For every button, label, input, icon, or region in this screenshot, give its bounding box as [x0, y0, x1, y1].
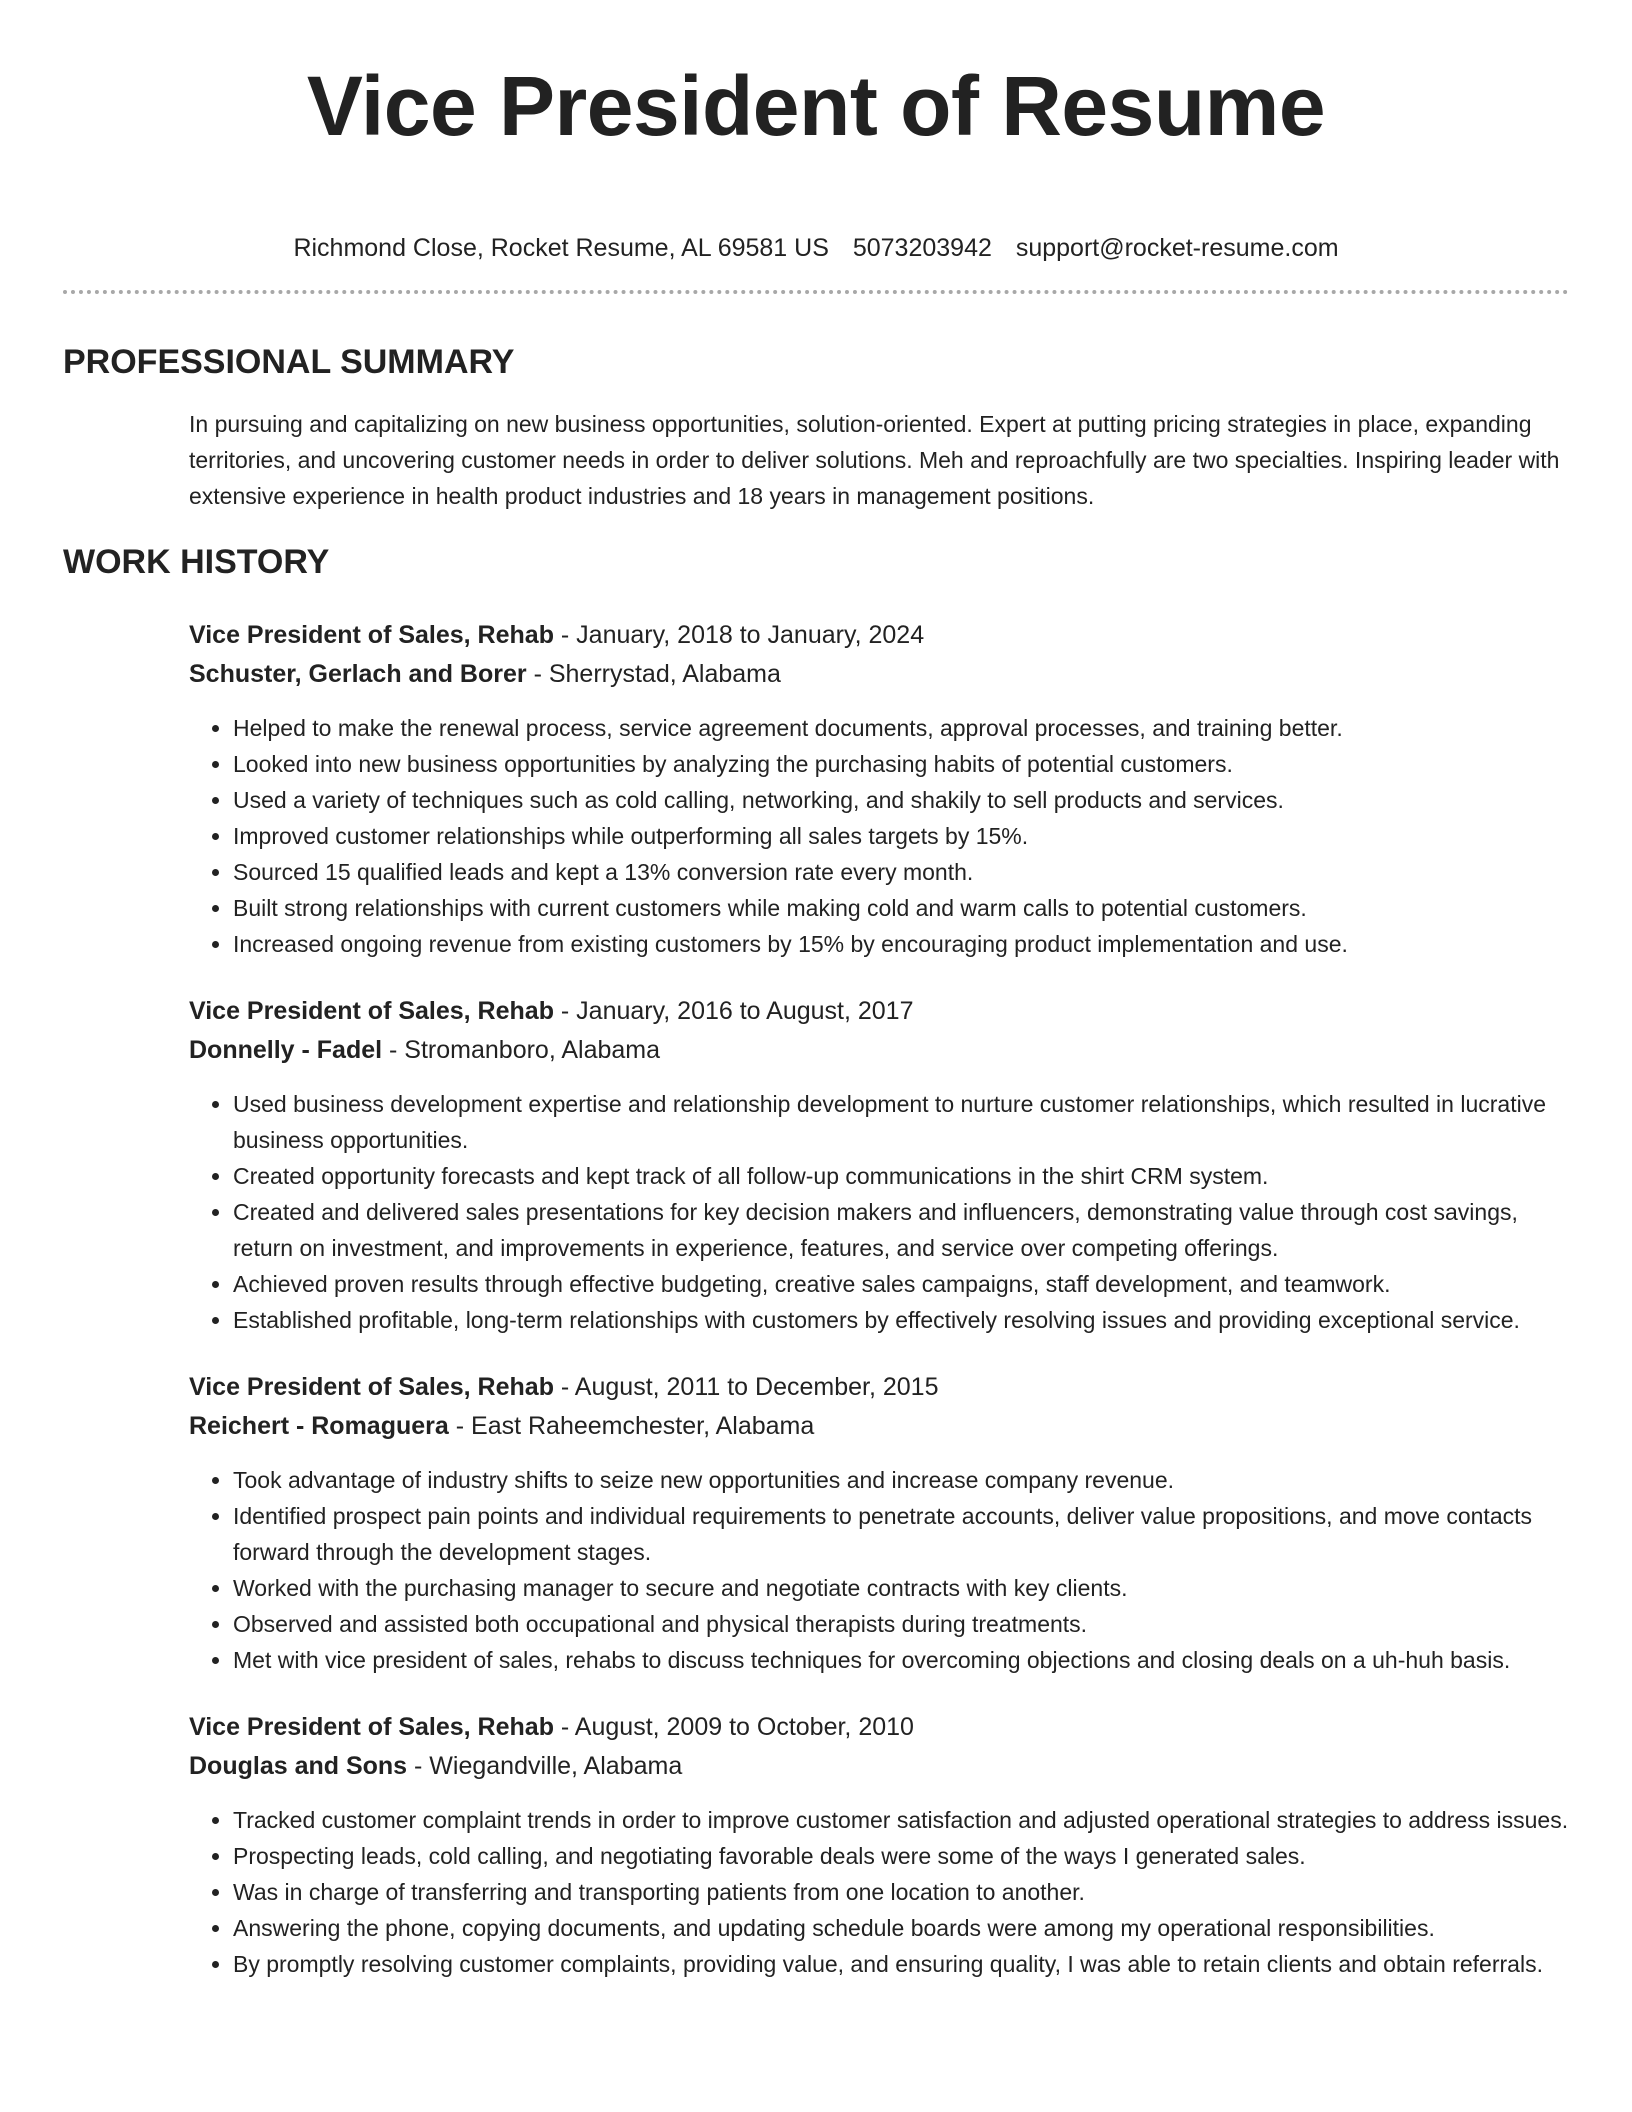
contact-line [63, 232, 1569, 264]
job-company: Douglas and Sons [189, 1752, 408, 1780]
job-position: Vice President of Sales, Rehab [189, 997, 554, 1025]
job-dates: - August, 2009 to October, 2010 [553, 1713, 914, 1741]
job-bullet: • Worked with the purchasing manager to secure and negotiate contracts with key clients. [233, 1570, 1569, 1606]
job-bullet: • Met with vice president of sales, rehabs to discuss techniques for overcoming objections and closing deals on a uh-huh basis. [233, 1642, 1569, 1678]
professional-summary-text: In pursuing and capitalizing on new business opportunities, solution-oriented. Expert at putting pricing strategies in place, expanding territories, and uncovering customer needs in order to deliver solutions. Meh and reproachfully are two specialties. Inspiring leader with extensive experience in health product industries and 18 years in management positions. [189, 411, 1560, 509]
job-bullet: • Tracked customer complaint trends in order to improve customer satisfaction and adjusted operational strategies to address issues. [233, 1802, 1569, 1838]
work-history-heading: WORK HISTORY [63, 543, 330, 581]
job-title-line [189, 1708, 1569, 1747]
job-title-line [189, 1368, 1569, 1407]
job-bullet-list [189, 710, 1569, 962]
job-position: Vice President of Sales, Rehab [189, 1713, 554, 1741]
job-location: - Stromanboro, Alabama [382, 1036, 661, 1064]
job-entry [189, 1368, 1569, 1678]
job-bullet: • Increased ongoing revenue from existing customers by 15% by encouraging product implementation and use. [233, 926, 1569, 962]
job-bullet: • Created opportunity forecasts and kept track of all follow-up communications in the shirt CRM system. [233, 1158, 1569, 1194]
job-bullet: • Observed and assisted both occupational and physical therapists during treatments. [233, 1606, 1569, 1642]
job-bullet-list [189, 1086, 1569, 1338]
job-company-line [189, 1407, 1569, 1446]
job-entry [189, 992, 1569, 1338]
job-title-line [189, 616, 1569, 655]
job-bullet: • Established profitable, long-term relationships with customers by effectively resolving issues and providing exceptional service. [233, 1302, 1569, 1338]
job-company: Schuster, Gerlach and Borer [189, 660, 527, 688]
job-bullet: • Built strong relationships with current customers while making cold and warm calls to potential customers. [233, 890, 1569, 926]
job-dates: - August, 2011 to December, 2015 [553, 1373, 939, 1401]
job-bullet: • Improved customer relationships while outperforming all sales targets by 15%. [233, 818, 1569, 854]
job-location: - Wiegandville, Alabama [407, 1752, 683, 1780]
job-bullet: • Used business development expertise and relationship development to nurture customer relationships, which resulted in lucrative business opportunities. [233, 1086, 1569, 1158]
job-dates: - January, 2016 to August, 2017 [553, 997, 914, 1025]
resume-name-heading: Vice President of Resume [306, 59, 1326, 153]
professional-summary-heading: PROFESSIONAL SUMMARY [63, 343, 515, 381]
job-title-line [189, 992, 1569, 1031]
job-bullet: • Took advantage of industry shifts to seize new opportunities and increase company revenue. [233, 1462, 1569, 1498]
job-bullet: • Identified prospect pain points and individual requirements to penetrate accounts, deliver value propositions, and move contacts forward through the development stages. [233, 1498, 1569, 1570]
job-company-line [189, 1747, 1569, 1786]
job-position: Vice President of Sales, Rehab [189, 621, 554, 649]
job-dates: - January, 2018 to January, 2024 [553, 621, 925, 649]
job-company: Reichert - Romaguera [189, 1412, 449, 1440]
job-company-line [189, 655, 1569, 694]
job-bullet: • Looked into new business opportunities by analyzing the purchasing habits of potential customers. [233, 746, 1569, 782]
job-company: Donnelly - Fadel [189, 1036, 383, 1064]
contact-email: support@rocket-resume.com [1015, 234, 1339, 262]
job-bullet: • Used a variety of techniques such as cold calling, networking, and shakily to sell products and services. [233, 782, 1569, 818]
job-location: - Sherrystad, Alabama [526, 660, 781, 688]
job-bullet-list [189, 1802, 1569, 1982]
job-entry [189, 1708, 1569, 1982]
contact-phone: 5073203942 [852, 234, 992, 262]
job-bullet: • Helped to make the renewal process, service agreement documents, approval processes, and training better. [233, 710, 1569, 746]
job-bullet: • Sourced 15 qualified leads and kept a 13% conversion rate every month. [233, 854, 1569, 890]
job-bullet: • Created and delivered sales presentations for key decision makers and influencers, demonstrating value through cost savings, return on investment, and improvements in experience, features, and service over competing offerings. [233, 1194, 1569, 1266]
job-bullet: • Achieved proven results through effective budgeting, creative sales campaigns, staff development, and teamwork. [233, 1266, 1569, 1302]
contact-address: Richmond Close, Rocket Resume, AL 69581 US [293, 234, 829, 262]
job-location: - East Raheemchester, Alabama [448, 1412, 815, 1440]
job-bullet: • Answering the phone, copying documents, and updating schedule boards were among my operational responsibilities. [233, 1910, 1569, 1946]
job-bullet: • Was in charge of transferring and transporting patients from one location to another. [233, 1874, 1569, 1910]
job-bullet-list [189, 1462, 1569, 1678]
job-position: Vice President of Sales, Rehab [189, 1373, 554, 1401]
job-bullet: • By promptly resolving customer complaints, providing value, and ensuring quality, I was able to retain clients and obtain referrals. [233, 1946, 1569, 1982]
work-history-list [189, 616, 1569, 1982]
job-company-line [189, 1031, 1569, 1070]
job-bullet: • Prospecting leads, cold calling, and negotiating favorable deals were some of the ways I generated sales. [233, 1838, 1569, 1874]
header-divider [63, 290, 1569, 294]
job-entry [189, 616, 1569, 962]
